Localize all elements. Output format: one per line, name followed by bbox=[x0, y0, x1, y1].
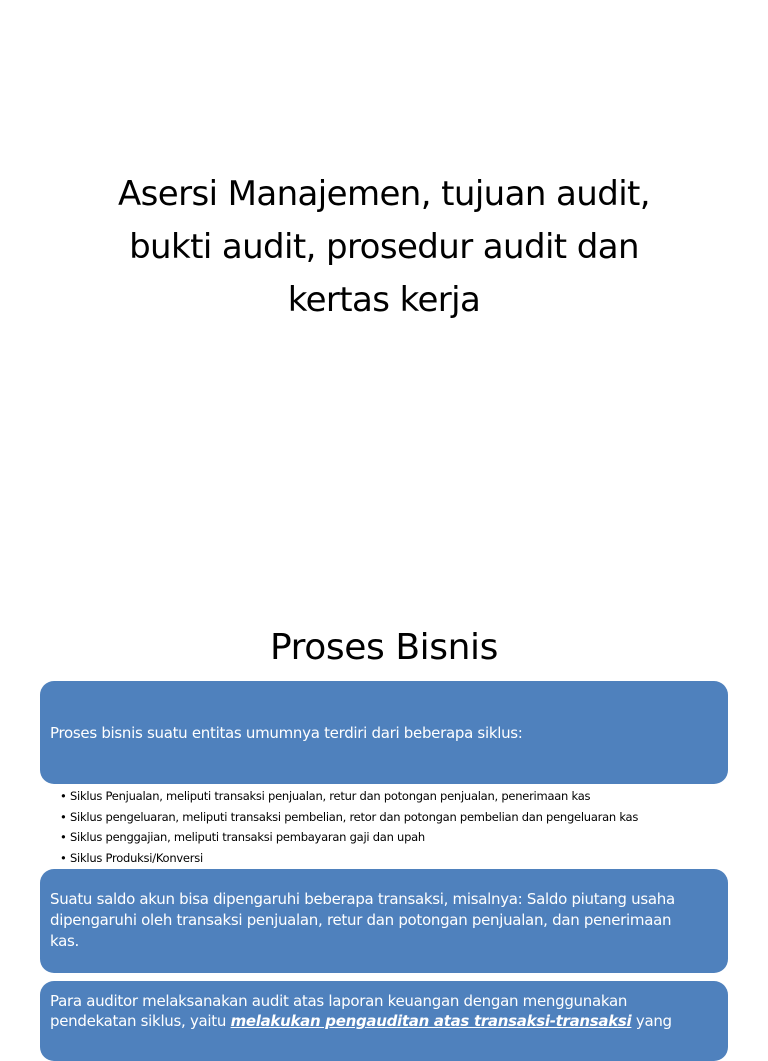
title-line-2: bukti audit, prosedur audit dan bbox=[129, 227, 639, 267]
list-item-text: Siklus penggajian, meliputi transaksi pembayaran gaji dan upah bbox=[70, 830, 425, 844]
title-line-1: Asersi Manajemen, tujuan audit, bbox=[118, 174, 650, 214]
box-line: Para auditor melaksanakan audit atas laporan keuangan dengan menggunakan bbox=[50, 992, 628, 1010]
box-line-end: yang bbox=[631, 1012, 672, 1030]
box-line: dipengaruhi oleh transaksi penjualan, retur dan potongan penjualan, dan penerimaan bbox=[50, 911, 672, 929]
box-line: Suatu saldo akun bisa dipengaruhi beberapa transaksi, misalnya: Saldo piutang usaha bbox=[50, 890, 675, 908]
bullet-icon: • bbox=[60, 809, 67, 824]
bullet-icon: • bbox=[60, 830, 67, 844]
bullet-icon: • bbox=[60, 850, 67, 865]
intro-text: Proses bisnis suatu entitas umumnya terdiri dari beberapa siklus: bbox=[50, 723, 523, 742]
list-item bbox=[60, 827, 740, 848]
box-line bbox=[50, 1011, 718, 1031]
box-line-start: pendekatan siklus, yaitu bbox=[50, 1012, 231, 1030]
title-line-3: kertas kerja bbox=[287, 280, 481, 320]
slide-title bbox=[40, 168, 728, 327]
list-item bbox=[60, 786, 740, 807]
list-item bbox=[60, 807, 740, 828]
emphasis-text: melakukan pengauditan atas transaksi-transaksi bbox=[230, 1012, 632, 1030]
box-line: kas. bbox=[50, 932, 79, 950]
list-item-text: Siklus pengeluaran, meliputi transaksi pembelian, retor dan potongan pembelian dan pengeluaran kas bbox=[70, 809, 639, 824]
cycle-list bbox=[60, 786, 740, 868]
bullet-icon: • bbox=[60, 789, 67, 803]
intro-box bbox=[40, 681, 728, 784]
section-title: Proses Bisnis bbox=[269, 627, 499, 668]
list-item bbox=[60, 848, 740, 869]
cycle-approach-box bbox=[40, 981, 728, 1061]
list-item-text: Siklus Produksi/Konversi bbox=[70, 850, 203, 865]
list-item-text: Siklus Penjualan, meliputi transaksi penjualan, retur dan potongan penjualan, penerimaan kas bbox=[70, 789, 591, 803]
account-balance-box bbox=[40, 869, 728, 973]
